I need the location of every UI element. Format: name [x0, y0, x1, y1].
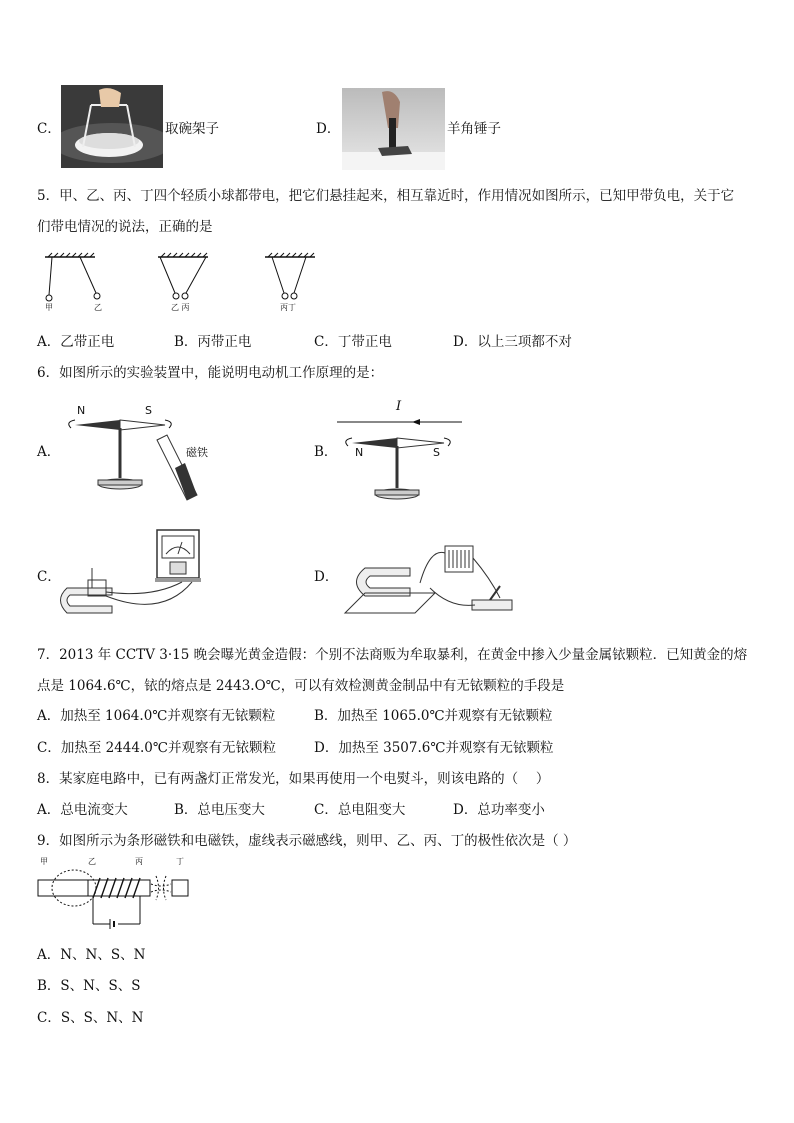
- q6-c-figure: [62, 528, 212, 618]
- claw-hammer-photo: [342, 88, 445, 170]
- q6-option-c-letter: C．: [37, 569, 61, 585]
- q6-d-figure: [340, 538, 520, 618]
- q5-label-yi-bing: 乙 丙: [171, 303, 190, 312]
- q7-stem-line2: 点是 1064.6℃，铱的熔点是 2443.O℃，可以有效检测黄金制品中有无铱颗粒的手段是: [37, 678, 565, 694]
- q6-a-south-label: S: [145, 404, 152, 417]
- q6-option-d-letter: D．: [314, 569, 339, 585]
- q9-option-a: A．N、N、S、N: [37, 947, 146, 963]
- q6-b-north-label: N: [355, 446, 364, 459]
- q8-option-d: D．总功率变小: [453, 802, 545, 818]
- q4-option-c-caption: 取碗架子: [165, 121, 219, 137]
- q8-stem: 8．某家庭电路中，已有两盏灯正常发光，如果再使用一个电熨斗，则该电路的（ ）: [37, 771, 550, 787]
- q5-stem-line2: 们带电情况的说法，正确的是: [37, 219, 213, 235]
- q6-stem: 6．如图所示的实验装置中，能说明电动机工作原理的是：: [37, 365, 384, 381]
- q9-label-bing: 丙: [135, 857, 143, 866]
- q9-label-ding: 丁: [176, 857, 184, 866]
- q9-label-jia: 甲: [40, 857, 48, 866]
- q7-option-a: A．加热至 1064.0℃并观察有无铱颗粒: [37, 708, 276, 724]
- bowl-rack-photo: [61, 85, 163, 168]
- q7-option-b: B．加热至 1065.0℃并观察有无铱颗粒: [314, 708, 553, 724]
- q6-a-magnet-label: 磁铁: [186, 446, 208, 459]
- q9-stem: 9．如图所示为条形磁铁和电磁铁，虚线表示磁感线，则甲、乙、丙、丁的极性依次是（ ）: [37, 833, 577, 849]
- q6-b-figure: [332, 398, 472, 508]
- q4-option-d-letter: D．: [316, 121, 341, 137]
- q5-label-bing-ding: 丙丁: [280, 303, 296, 312]
- q7-stem-line1: 7．2013 年 CCTV 3·15 晚会曝光黄金造假：个别不法商贩为牟取暴利，在黄金中掺入少量金属铱颗粒．已知黄金的熔: [37, 647, 748, 663]
- q5-option-a: A．乙带正电: [37, 334, 115, 350]
- q8-option-c: C．总电阻变大: [314, 802, 406, 818]
- q5-stem-line1: 5．甲、乙、丙、丁四个轻质小球都带电，把它们悬挂起来，相互靠近时，作用情况如图所示，已知甲带负电，关于它: [37, 188, 735, 204]
- q5-label-yi: 乙: [94, 303, 102, 312]
- q9-label-yi: 乙: [88, 857, 96, 866]
- q8-option-a: A．总电流变大: [37, 802, 128, 818]
- q5-option-c: C．丁带正电: [314, 334, 392, 350]
- q5-label-jia: 甲: [45, 303, 53, 312]
- q6-b-south-label: S: [433, 446, 440, 459]
- q6-b-current-label: I: [396, 399, 402, 414]
- q5-option-b: B．丙带正电: [174, 334, 252, 350]
- q9-option-b: B．S、N、S、S: [37, 978, 141, 994]
- q9-figure: [38, 866, 198, 946]
- q5-figure: [40, 255, 340, 325]
- q6-option-b-letter: B．: [314, 444, 338, 460]
- q9-option-c: C．S、S、N、N: [37, 1010, 144, 1026]
- q5-option-d: D．以上三项都不对: [453, 334, 572, 350]
- q6-a-north-label: N: [77, 404, 86, 417]
- q7-option-c: C．加热至 2444.0℃并观察有无铱颗粒: [37, 740, 276, 756]
- q6-option-a-letter: A．: [37, 444, 61, 460]
- q8-option-b: B．总电压变大: [174, 802, 265, 818]
- q4-option-c-letter: C．: [37, 121, 61, 137]
- q7-option-d: D．加热至 3507.6℃并观察有无铱颗粒: [314, 740, 554, 756]
- q4-option-d-caption: 羊角锤子: [447, 121, 501, 137]
